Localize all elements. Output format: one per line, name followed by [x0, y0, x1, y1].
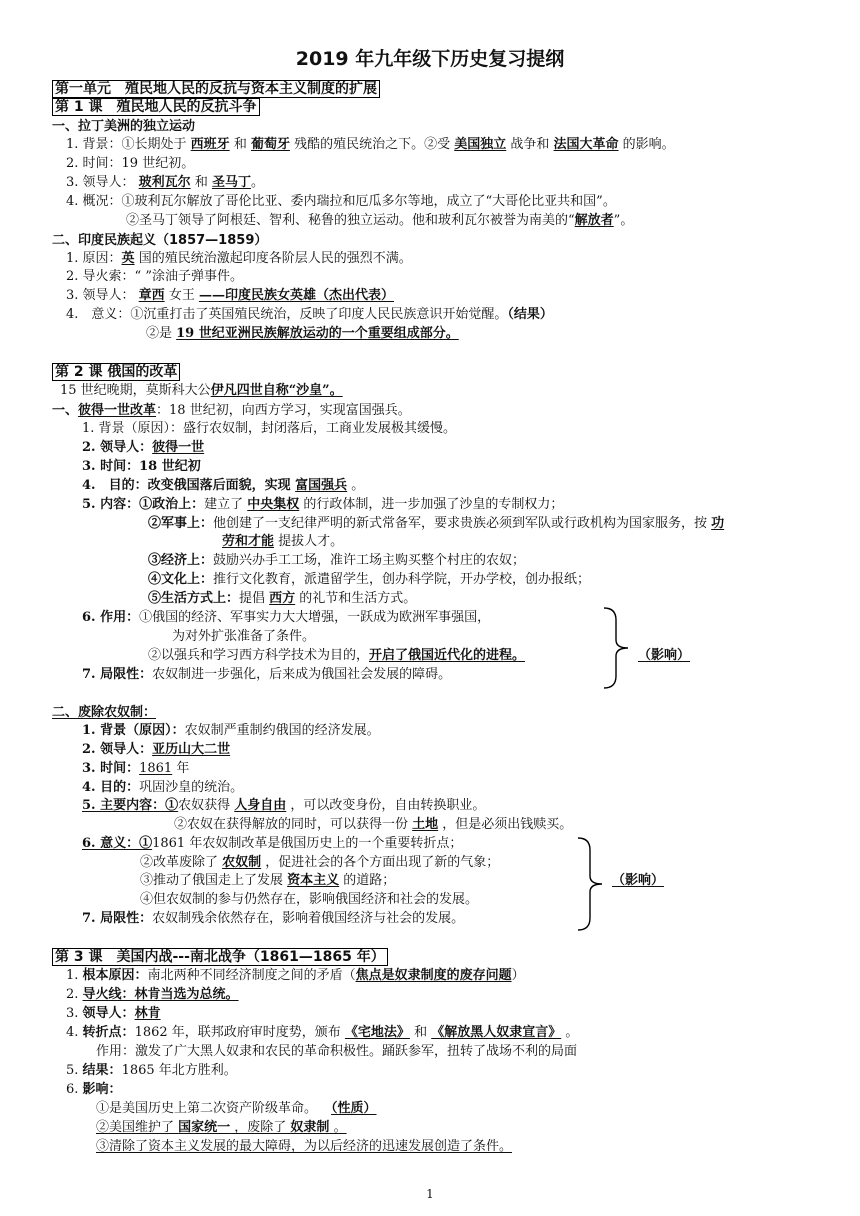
list-item: 4. 目的：巩固沙皇的统治。 [82, 780, 244, 795]
list-item: 1. 背景：①长期处于 西班牙 和 葡萄牙 残酷的殖民统治之下。②受 美国独立 战争和 法国大革命 的影响。 [66, 137, 675, 152]
list-item: 3. 领导人： 玻利瓦尔 和 圣马丁。 [66, 175, 264, 190]
list-item: 5. 结果：1865 年北方胜利。 [66, 1063, 237, 1078]
list-item: 4. 目的：改变俄国落后面貌，实现 富国强兵 。 [82, 478, 365, 493]
list-item: 3. 时间：1861 年 [82, 761, 190, 776]
list-item: 4. 意义：①沉重打击了英国殖民统治，反映了印度人民民族意识开始觉醒。（结果） [66, 307, 553, 322]
right-brace [598, 606, 634, 690]
list-item: ③清除了资本主义发展的最大障碍，为以后经济的迅速发展创造了条件。 [96, 1139, 513, 1154]
page-number: 1 [426, 1187, 434, 1201]
list-item: 1. 背景（原因）：农奴制严重制约俄国的经济发展。 [82, 723, 380, 738]
list-item: 6. 影响： [66, 1082, 122, 1097]
list-item: ④但农奴制的参与仍然存在，影响俄国经济和社会的发展。 [140, 892, 479, 907]
section-heading: 一、彼得一世改革：18 世纪初，向西方学习，实现富国强兵。 [52, 403, 411, 418]
list-item: 7. 局限性：农奴制进一步强化，后来成为俄国社会发展的障碍。 [82, 667, 452, 682]
list-item: 4. 概况：①玻利瓦尔解放了哥伦比亚、委内瑞拉和厄瓜多尔等地，成立了“大哥伦比亚共和国”。 [66, 194, 616, 209]
list-item: 为对外扩张准备了条件。 [172, 629, 316, 644]
list-item: ②美国维护了 国家统一 ，废除了 奴隶制 。 [96, 1120, 347, 1135]
list-item: 2. 导火索：“ ”涂油子弹事件。 [66, 269, 243, 284]
section-heading: 二、废除农奴制： [52, 705, 157, 720]
list-item: 5. 主要内容：①农奴获得 人身自由 ，可以改变身份，自由转换职业。 [82, 798, 486, 813]
list-item: ②农奴在获得解放的同时，可以获得一份 土地 ，但是必须出钱赎买。 [174, 817, 573, 832]
list-item: 7. 局限性：农奴制残余依然存在，影响着俄国经济与社会的发展。 [82, 911, 465, 926]
annotation: （影响） [612, 873, 665, 888]
list-item: ②军事上：他创建了一支纪律严明的新式常备军，要求贵族必须到军队或行政机构为国家服务，按 功 [148, 516, 725, 531]
list-item: 3. 领导人： 章西 女王 ——印度民族女英雄（杰出代表） [66, 288, 394, 303]
list-item: 5. 内容：①政治上：建立了 中央集权 的行政体制，进一步加强了沙皇的专制权力； [82, 497, 564, 512]
list-item: ②是 19 世纪亚洲民族解放运动的一个重要组成部分。 [146, 326, 459, 341]
list-item: 1. 原因：英 国的殖民统治激起印度各阶层人民的强烈不满。 [66, 251, 412, 266]
lesson-1-heading: 第 1 课 殖民地人民的反抗斗争 [52, 98, 260, 116]
paragraph: 15 世纪晚期，莫斯科大公伊凡四世自称“沙皇”。 [60, 383, 343, 398]
list-item: ①是美国历史上第二次资产阶级革命。 （性质） [96, 1101, 377, 1116]
lesson-3-heading: 第 3 课 美国内战---南北战争（1861—1865 年） [52, 948, 388, 966]
list-item: 6. 意义：①1861 年农奴制改革是俄国历史上的一个重要转折点； [82, 836, 463, 851]
list-item: 2. 领导人：彼得一世 [82, 440, 205, 455]
annotation: （影响） [638, 648, 691, 663]
list-item: 3. 时间：18 世纪初 [82, 459, 201, 474]
list-item: 4. 转折点：1862 年，联邦政府审时度势，颁布 《宅地法》 和 《解放黑人奴隶宣言》 。 [66, 1025, 579, 1040]
list-item: 3. 领导人：林肯 [66, 1006, 161, 1021]
list-item: ③经济上：鼓励兴办手工工场，准许工场主购买整个村庄的农奴； [148, 553, 526, 568]
list-item: 6. 作用：①俄国的经济、军事实力大大增强，一跃成为欧洲军事强国， [82, 610, 491, 625]
list-item: ②圣马丁领导了阿根廷、智利、秘鲁的独立运动。他和玻利瓦尔被誉为南美的“解放者”。 [126, 213, 634, 228]
list-item: 2. 时间：19 世纪初。 [66, 156, 195, 171]
list-item: ⑤生活方式上：提倡 西方 的礼节和生活方式。 [148, 591, 417, 606]
list-item: 2. 领导人：亚历山大二世 [82, 742, 231, 757]
section-heading: 二、印度民族起义（1857—1859） [52, 233, 268, 248]
list-item: ②以强兵和学习西方科学技术为目的，开启了俄国近代化的进程。 [148, 648, 526, 663]
list-item: 1. 背景（原因）：盛行农奴制，封闭落后，工商业发展极其缓慢。 [82, 421, 457, 436]
list-item: 劳和才能 提拔人才。 [222, 534, 344, 549]
right-brace [572, 836, 608, 932]
list-item: ④文化上：推行文化教育，派遣留学生，创办科学院，开办学校，创办报纸； [148, 572, 591, 587]
list-item: ③推动了俄国走上了发展 资本主义 的道路； [140, 873, 396, 888]
lesson-2-heading: 第 2 课 俄国的改革 [52, 363, 180, 381]
list-item: 1. 根本原因：南北两种不同经济制度之间的矛盾（焦点是奴隶制度的废存问题） [66, 968, 525, 983]
list-item: 作用：激发了广大黑人奴隶和农民的革命积极性。踊跃参军，扭转了战场不利的局面 [96, 1044, 578, 1059]
unit-heading: 第一单元 殖民地人民的反抗与资本主义制度的扩展 [52, 80, 380, 98]
page-title: 2019 年九年级下历史复习提纲 [295, 48, 565, 70]
list-item: ②改革废除了 农奴制 ，促进社会的各个方面出现了新的气象； [140, 855, 500, 870]
section-heading: 一、拉丁美洲的独立运动 [52, 119, 196, 134]
list-item: 2. 导火线：林肯当选为总统。 [66, 987, 239, 1002]
